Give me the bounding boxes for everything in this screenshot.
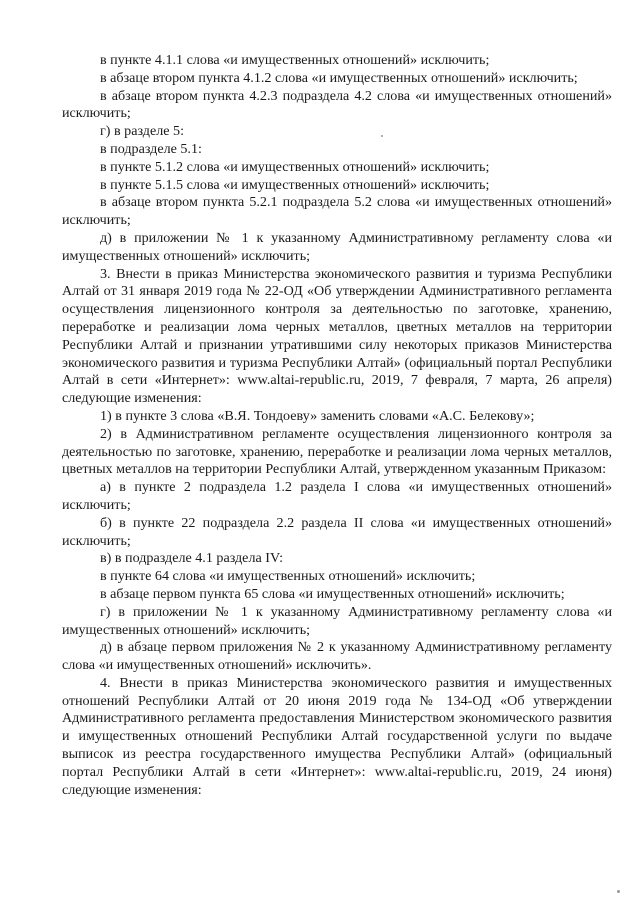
paragraph: 3. Внести в приказ Министерства экономического развития и туризма Республики Алтай от 31 января 2019 года № 22-ОД «Об утверждении Административного регламента осуществления лицензионного контроля за деятельностью по заготовке, хранению, переработке и реализации лома черных металлов, цветных металлов на территории Республики Алтай и признании утратившими силу некоторых приказов Министерства экономического развития и туризма Республики Алтай» (официальный портал Республики Алтай в сети «Интернет»: www.altai-republic.ru, 2019, 7 февраля, 7 марта, 26 апреля) следующие изменения: bbox=[62, 265, 612, 407]
scan-speck bbox=[381, 135, 383, 137]
paragraph: в абзаце первом пункта 65 слова «и имущественных отношений» исключить; bbox=[100, 585, 565, 602]
paragraph: в абзаце втором пункта 4.2.3 подраздела 4.2 слова «и имущественных отношений» исключить; bbox=[62, 87, 612, 122]
paragraph: в абзаце втором пункта 5.2.1 подраздела 5.2 слова «и имущественных отношений» исключить; bbox=[62, 194, 612, 229]
paragraph: в пункте 4.1.1 слова «и имущественных отношений» исключить; bbox=[100, 52, 490, 68]
paragraph: г) в приложении № 1 к указанному Административному регламенту слова «и имущественных отношений» исключить; bbox=[62, 603, 612, 638]
scan-speck bbox=[617, 890, 620, 893]
paragraph: в пункте 64 слова «и имущественных отношений» исключить; bbox=[100, 568, 476, 585]
paragraph: в пункте 5.1.2 слова «и имущественных отношений» исключить; bbox=[100, 158, 490, 175]
paragraph: в пункте 5.1.5 слова «и имущественных отношений» исключить; bbox=[100, 176, 490, 193]
paragraph: 4. Внести в приказ Министерства экономического развития и имущественных отношений Республики Алтай от 20 июня 2019 года № 134-ОД «Об утверждении Административного регламента предоставления Министерством экономического развития и имущественных отношений Республики Алтай государственной услуги по выдаче выписок из реестра государственного имущества Республики Алтай» (официальный портал Республики Алтай в сети «Интернет»: www.altai-republic.ru, 2019, 24 июня) следующие изменения: bbox=[62, 674, 612, 798]
paragraph: г) в разделе 5: bbox=[100, 123, 184, 140]
paragraph: д) в абзаце первом приложения № 2 к указанному Административному регламенту слова «и имущественных отношений» исключить». bbox=[62, 639, 612, 674]
document-body bbox=[62, 52, 612, 799]
paragraph: д) в приложении № 1 к указанному Административному регламенту слова «и имущественных отношений» исключить; bbox=[62, 229, 612, 264]
paragraph: в подразделе 5.1: bbox=[100, 140, 202, 157]
paragraph: 1) в пункте 3 слова «В.Я. Тондоеву» заменить словами «А.С. Белекову»; bbox=[100, 407, 535, 424]
paragraph: б) в пункте 22 подраздела 2.2 раздела II слова «и имущественных отношений» исключить; bbox=[62, 514, 612, 549]
paragraph: а) в пункте 2 подраздела 1.2 раздела I слова «и имущественных отношений» исключить; bbox=[62, 479, 612, 513]
paragraph: в) в подразделе 4.1 раздела IV: bbox=[100, 550, 283, 567]
paragraph: в абзаце втором пункта 4.1.2 слова «и имущественных отношений» исключить; bbox=[100, 69, 578, 86]
paragraph: 2) в Административном регламенте осуществления лицензионного контроля за деятельностью по заготовке, хранению, переработке и реализации лома черных металлов, цветных металлов на территории Республики Алтай, утвержденном указанным Приказом: bbox=[62, 425, 612, 478]
